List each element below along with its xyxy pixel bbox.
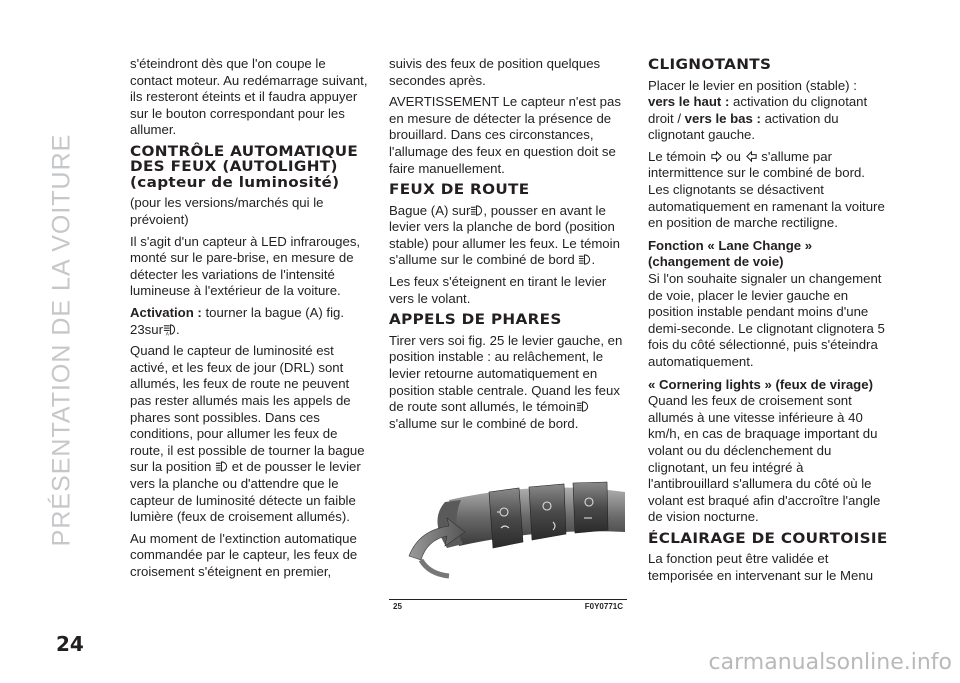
text-span: s'allume sur le combiné de bord.	[389, 415, 579, 431]
svg-text:A: A	[165, 332, 169, 336]
paragraph	[648, 78, 886, 144]
up-label: vers le haut :	[648, 94, 730, 110]
text-span: Bague (A) sur	[389, 202, 471, 218]
section-side-title: PRÉSENTATION DE LA VOITURE	[47, 133, 76, 547]
high-beam-icon	[215, 460, 228, 473]
figure-25	[389, 470, 627, 610]
paragraph: Il s'agit d'un capteur à LED infrarouges, monté sur le pare-brise, en mesure de détecter les variations de l'intensité lumineuse à l'extérieur de la voiture.	[130, 233, 361, 299]
auto-light-icon	[163, 323, 176, 336]
text-span: et de pousser le levier vers la planche ou d'attendre que le capteur de luminosité détecte un faible lumière (feux de croisement allumés).	[130, 459, 361, 525]
page-number: 24	[56, 632, 84, 656]
down-label: vers le bas :	[684, 110, 761, 126]
paragraph: s'éteindront dès que l'on coupe le contact moteur. Au redémarrage suivant, ils resteront éteints et il faudra appuyer sur le bouton correspondant pour les allumer.	[130, 56, 368, 138]
high-beam-icon	[578, 253, 591, 266]
activation-text: tourner la bague (A) fig. 23sur	[130, 305, 345, 337]
section-heading-courtesy-light: ÉCLAIRAGE DE COURTOISIE	[648, 530, 888, 547]
figure-divider	[389, 599, 627, 600]
text-span: Le témoin	[648, 148, 706, 164]
paragraph: (pour les versions/marchés qui le prévoient)	[130, 195, 324, 228]
paragraph	[389, 203, 627, 269]
text-span: activation du clignotant gauche.	[648, 110, 839, 143]
subheading-lane-change: Fonction « Lane Change » (changement de voie)	[648, 237, 813, 270]
paragraph: La fonction peut être validée et temporisée en intervenant sur le Menu	[648, 551, 874, 584]
light-stalk-illustration	[389, 470, 627, 598]
paragraph	[648, 149, 886, 232]
text-span: Quand le capteur de luminosité est activé, et les feux de jour (DRL) sont allumés, les feux de route ne peuvent pas rester allumés mais les appels de phares sont possibles. Dans ces conditions, pour allumer les feux de route, il est possible de tourner la bague sur la position	[130, 343, 365, 475]
section-heading-high-beam: FEUX DE ROUTE	[389, 182, 530, 199]
paragraph: Au moment de l'extinction automatique commandée par le capteur, les feux de croisement s'éteignent en premier,	[130, 530, 358, 579]
high-beam-icon	[576, 400, 589, 413]
text-span: Placer le levier en position (stable) :	[648, 77, 857, 93]
text-span: activation du clignotant droit /	[648, 94, 868, 126]
paragraph: Si l'on souhaite signaler un changement de voie, placer le levier gauche en position instable pendant moins d'une demi-seconde. Le clignotant clignotera 5 fois du côté sélectionné, puis s'éteindra automatiquement.	[648, 271, 885, 369]
paragraph	[130, 343, 368, 526]
text-span: .	[591, 252, 596, 268]
section-heading-indicators: CLIGNOTANTS	[648, 57, 772, 73]
activation-label: Activation :	[130, 305, 202, 321]
paragraph	[389, 333, 627, 433]
paragraph: Quand les feux de croisement sont allumés à une vitesse inférieure à 40 km/h, en cas de braquage important du volant ou du déclenchement du clignotant, un feu intégré à l'antibrouillard s'allumera du côté où le volant est braqué afin d'accroître l'angle de vision nocturne.	[648, 393, 881, 525]
section-heading-flash: APPELS DE PHARES	[389, 312, 562, 329]
paragraph: Les feux s'éteignent en tirant le levier vers le volant.	[389, 274, 607, 306]
text-span: Tirer vers soi fig. 25 le levier gauche, en position instable : au relâchement, le levier retourne automatiquement en position stable centrale. Quand les feux de route sont allumés, le témoin	[389, 332, 623, 415]
watermark: carmanualsonline.info	[708, 650, 952, 675]
left-indicator-icon	[745, 150, 758, 163]
column-3	[648, 56, 886, 590]
activation-end: .	[176, 321, 180, 337]
high-beam-icon	[470, 204, 483, 217]
text-span: , pousser en avant le levier vers la planche de bord (position stable) pour allumer les feux. Le témoin s'allume sur le combiné de bord	[389, 202, 620, 268]
right-indicator-icon	[710, 150, 723, 163]
column-1	[130, 56, 368, 586]
section-heading-autolight: CONTRÔLE AUTOMATIQUE DES FEUX (AUTOLIGHT) (capteur de luminosité)	[130, 143, 359, 191]
text-span: s'allume par intermittence sur le combiné de bord. Les clignotants se désactivent automatiquement en ramenant la voiture en position de marche rectiligne.	[648, 148, 885, 231]
figure-code: F0Y0771C	[584, 602, 623, 611]
text-span: ou	[726, 148, 741, 164]
figure-number: 25	[393, 602, 402, 611]
warning-paragraph: AVERTISSEMENT Le capteur n'est pas en mesure de détecter la présence de brouillard. Dans ces circonstances, l'allumage des feux en question doit se faire manuellement.	[389, 94, 621, 176]
subheading-cornering-lights: « Cornering lights » (feux de virage)	[648, 376, 873, 392]
paragraph: suivis des feux de position quelques secondes après.	[389, 56, 601, 88]
activation-paragraph	[130, 305, 368, 338]
column-2	[389, 56, 627, 437]
